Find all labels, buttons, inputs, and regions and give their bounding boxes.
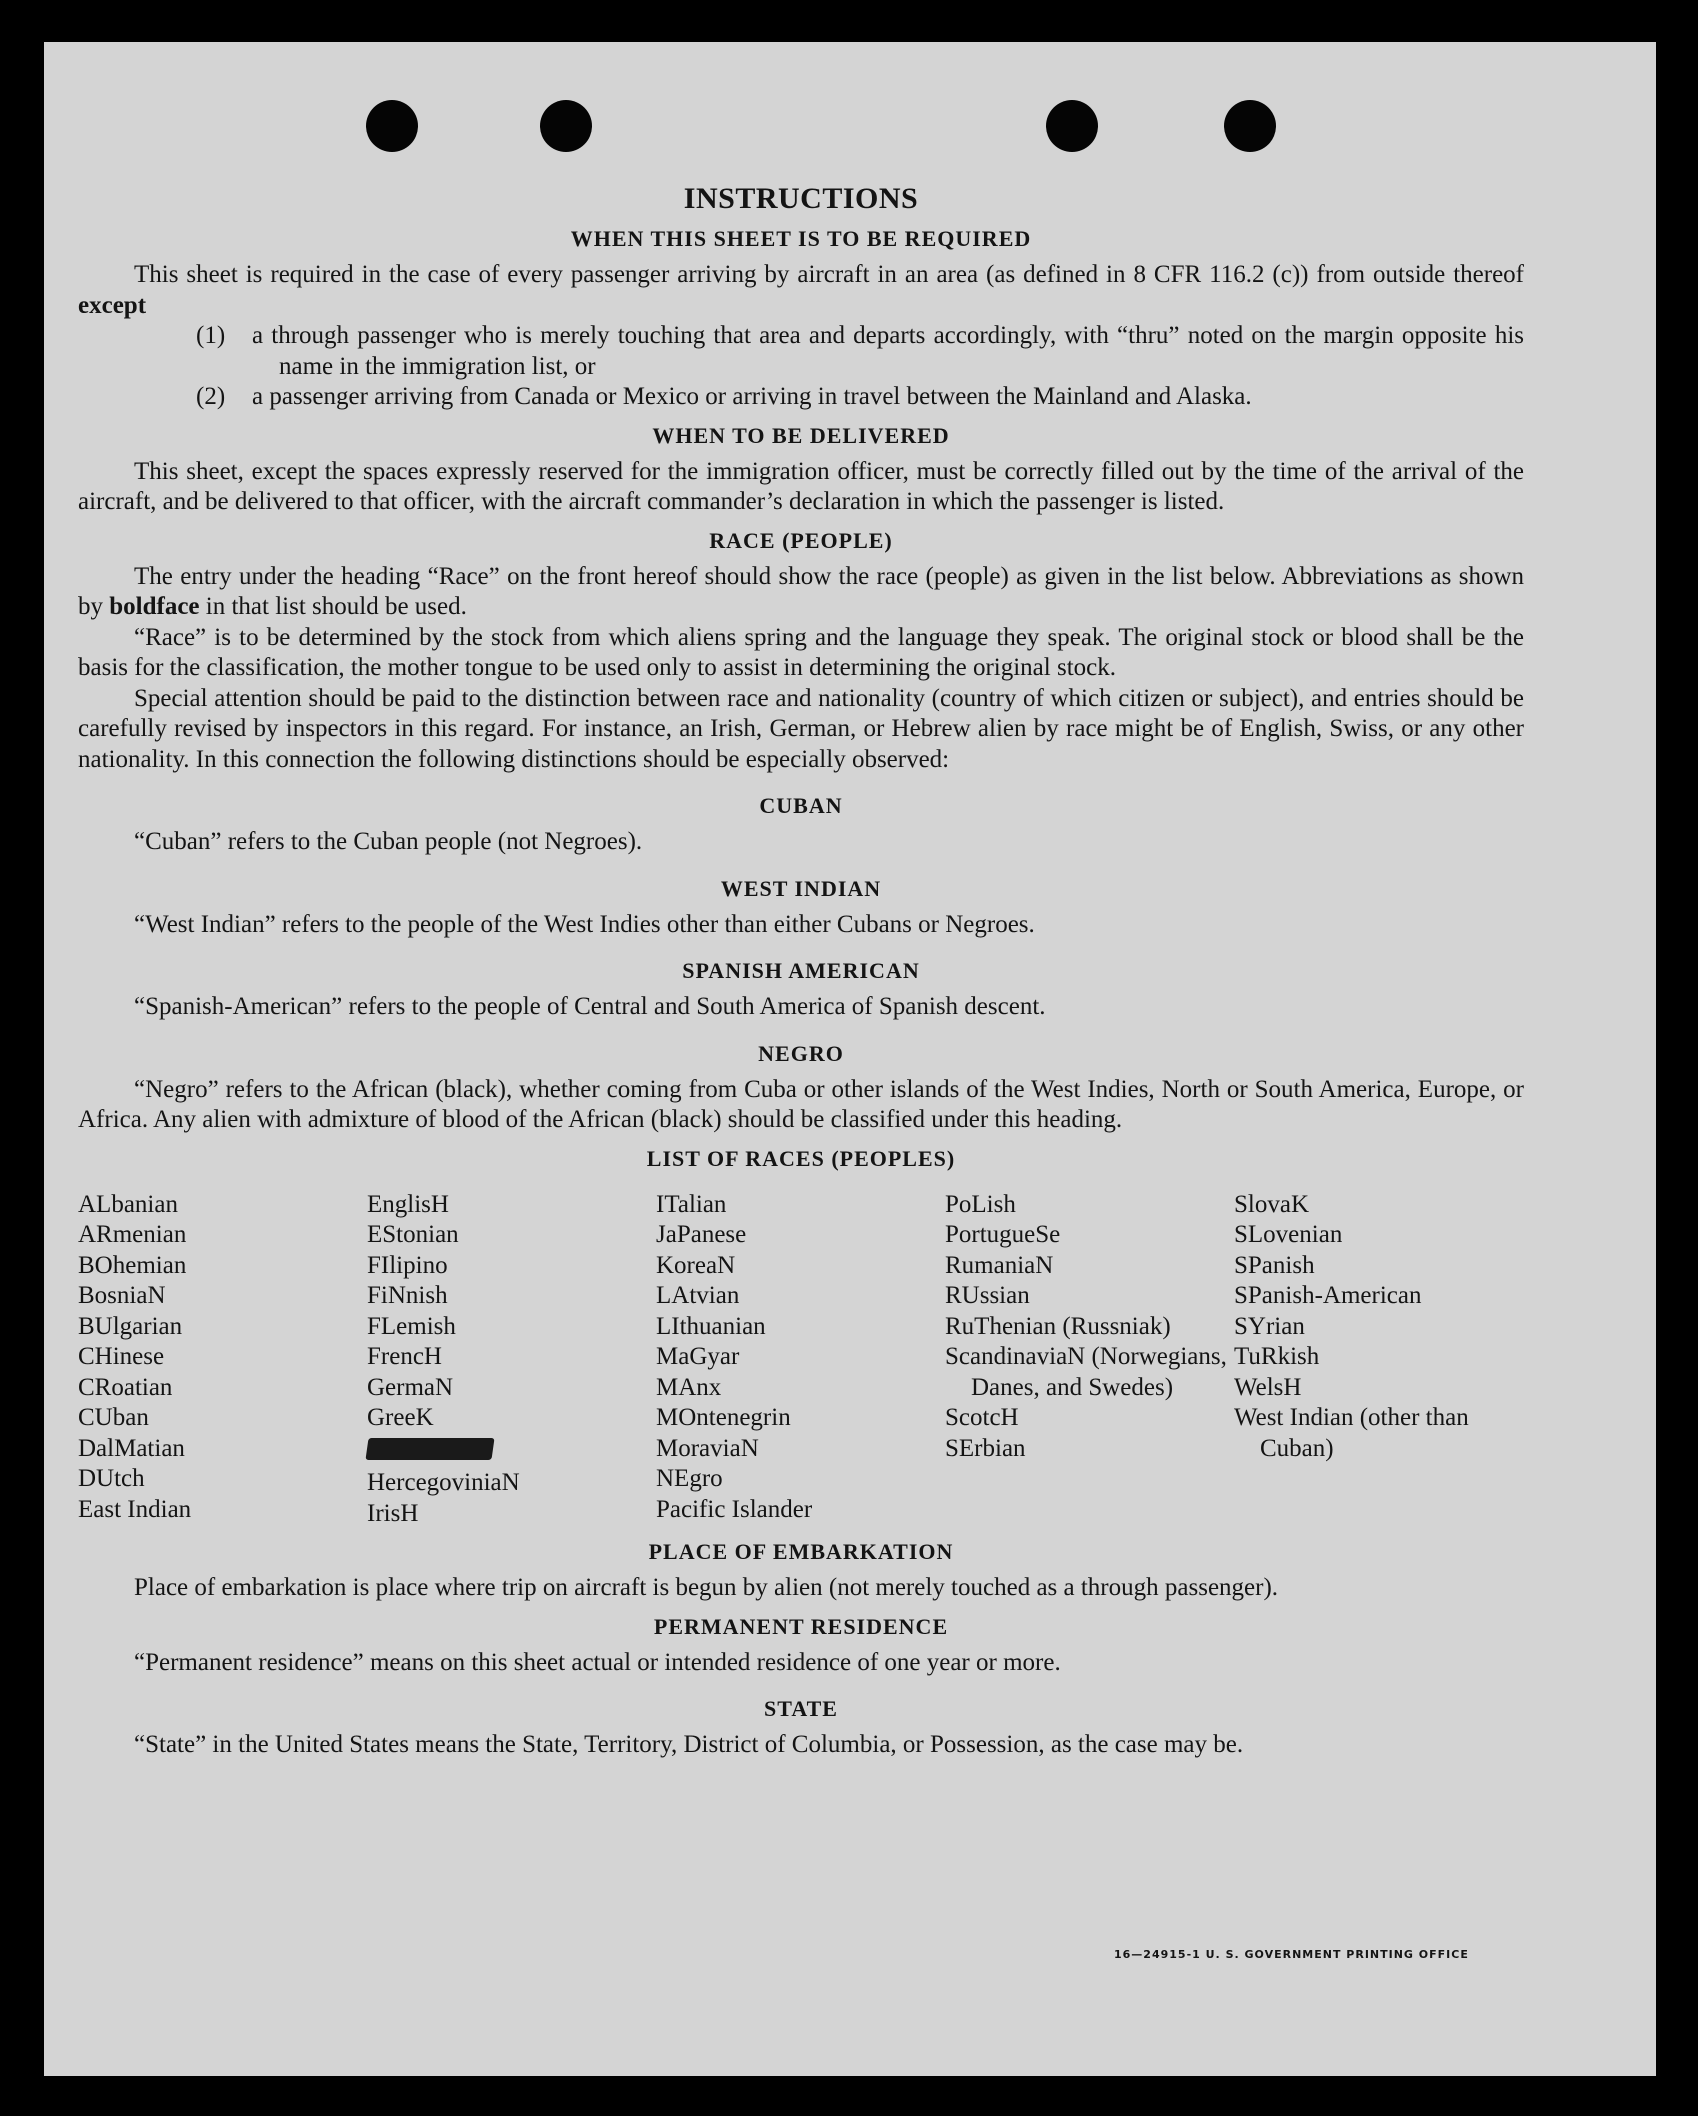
race-column: [1234, 1190, 1523, 1530]
race-column: [945, 1190, 1234, 1530]
race-entry: CHinese: [78, 1343, 165, 1370]
race-entry: EnglisH: [367, 1190, 449, 1218]
when-delivered-text: This sheet, except the spaces expressly reserved for the immigration officer, must be correctly filled out by the time of the arrival of the aircraft, and be delivered to that officer, with the aircraft commander’s declaration in which the passenger is listed.: [78, 457, 1524, 515]
race-column: [656, 1190, 945, 1530]
cuban-heading: CUBAN: [759, 793, 843, 818]
west-indian-heading: WEST INDIAN: [720, 875, 882, 901]
race-entry: MAnx: [656, 1373, 722, 1401]
race-entry: CRoatian: [78, 1373, 173, 1401]
race-entry: DUtch: [78, 1465, 145, 1492]
race-entry: Pacific Islander: [656, 1495, 813, 1523]
race-paragraph-2: “Race” is to be determined by the stock from which aliens spring and the language they speak. The original stock or blood shall be the basis for the classification, the mother tongue to be used only to assist in determining the original stock.: [78, 623, 1524, 681]
state-heading: STATE: [764, 1696, 838, 1721]
punch-hole: [1224, 100, 1276, 152]
race-entry: LAtvian: [656, 1282, 740, 1309]
race-entry: PortugueSe: [945, 1221, 1061, 1248]
instructions-content: [78, 182, 1524, 1761]
page-title: INSTRUCTIONS: [683, 182, 919, 215]
race-entry: NEgro: [656, 1465, 723, 1492]
when-delivered-heading: WHEN TO BE DELIVERED: [652, 422, 950, 448]
race-entry: RuThenian (Russniak): [945, 1312, 1171, 1340]
ink-blot: [365, 1438, 494, 1460]
race-heading: RACE (PEOPLE): [709, 527, 893, 553]
embarkation-text: Place of embarkation is place where trip on aircraft is begun by alien (not merely touched as a through passenger).: [134, 1574, 1279, 1601]
race-entry: BUlgarian: [78, 1312, 183, 1340]
race-entry: KoreaN: [656, 1251, 736, 1279]
race-entry: PoLish: [945, 1190, 1016, 1218]
race-paragraph-3: Special attention should be paid to the distinction between race and nationality (country of which citizen or subject), and entries should be carefully revised by inspectors in this regard. For instance, an Irish, German, or Hebrew alien by race might be of English, Swiss, or any other nationality. In this connection the following distinctions should be especially observed:: [78, 684, 1524, 773]
race-entry: RUssian: [945, 1282, 1030, 1309]
race-entry: SPanish-American: [1234, 1282, 1422, 1309]
race-paragraph-1: The entry under the heading “Race” on the front hereof should show the race (people) as given in the list below. Abbreviations as shown by boldface in that list should be used.: [78, 562, 1524, 620]
race-entry: SlovaK: [1234, 1190, 1309, 1218]
exception-item-1: (1) a through passenger who is merely touching that area and departs accordingly, with “thru” noted on the margin opposite his name in the immigration list, or: [196, 322, 1524, 380]
race-entry: ARmenian: [78, 1221, 187, 1248]
race-entry: FLemish: [367, 1312, 456, 1340]
race-entry: CUban: [78, 1404, 149, 1431]
race-column: [78, 1190, 367, 1530]
race-entry: ScotcH: [945, 1404, 1019, 1431]
spanish-american-heading: SPANISH AMERICAN: [682, 958, 920, 983]
document-sheet: [44, 42, 1656, 2076]
race-entry: FIlipino: [367, 1251, 448, 1279]
race-entry: SErbian: [945, 1434, 1026, 1462]
punch-hole: [540, 100, 592, 152]
race-entry: RumaniaN: [945, 1251, 1054, 1279]
negro-text: “Negro” refers to the African (black), whether coming from Cuba or other islands of the West Indies, North or South America, Europe, or Africa. Any alien with admixture of blood of the African (black) should be classified under this heading.: [78, 1075, 1524, 1133]
punch-hole: [366, 100, 418, 152]
race-entry: FiNnish: [367, 1282, 448, 1309]
redacted-race-entry: [367, 1434, 656, 1469]
race-entry: BOhemian: [78, 1251, 187, 1279]
race-entry: JaPanese: [656, 1221, 747, 1248]
spanish-american-text: “Spanish-American” refers to the people of Central and South America of Spanish descent.: [134, 993, 1046, 1020]
race-list: [78, 1190, 1524, 1530]
race-entry: MOntenegrin: [656, 1404, 791, 1431]
race-entry: TuRkish: [1234, 1343, 1320, 1370]
race-entry: IrisH: [367, 1499, 419, 1527]
race-entry: GreeK: [367, 1404, 434, 1431]
race-entry: FrencH: [367, 1343, 442, 1370]
embarkation-heading: PLACE OF EMBARKATION: [648, 1539, 954, 1564]
race-entry: WelsH: [1234, 1373, 1302, 1401]
negro-heading: NEGRO: [758, 1040, 844, 1066]
race-entry: ITalian: [656, 1190, 727, 1218]
residence-heading: PERMANENT RESIDENCE: [653, 1613, 949, 1639]
race-entry: MoraviaN: [656, 1434, 759, 1462]
list-of-races-heading: LIST OF RACES (PEOPLES): [646, 1145, 956, 1171]
race-entry: HercegoviniaN: [367, 1469, 520, 1496]
residence-text: “Permanent residence” means on this sheet actual or intended residence of one year or more.: [134, 1648, 1061, 1676]
race-entry: LIthuanian: [656, 1312, 766, 1340]
race-entry: ALbanian: [78, 1190, 178, 1218]
west-indian-text: “West Indian” refers to the people of the West Indies other than either Cubans or Negroes.: [134, 910, 1035, 938]
state-text: “State” in the United States means the State, Territory, District of Columbia, or Possession, as the case may be.: [134, 1731, 1244, 1758]
race-entry: West Indian (other than Cuban): [1234, 1404, 1469, 1462]
race-entry: MaGyar: [656, 1343, 740, 1370]
race-entry: EStonian: [367, 1221, 459, 1248]
cuban-text: “Cuban” refers to the Cuban people (not Negroes).: [134, 828, 643, 855]
punch-hole: [1046, 100, 1098, 152]
race-column: [367, 1190, 656, 1530]
exception-item-2: (2) a passenger arriving from Canada or Mexico or arriving in travel between the Mainland and Alaska.: [196, 383, 1252, 410]
race-entry: GermaN: [367, 1373, 454, 1401]
printing-office-code: 16—24915-1 U. S. GOVERNMENT PRINTING OFFICE: [1114, 1948, 1469, 1961]
race-entry: East Indian: [78, 1495, 192, 1523]
race-entry: BosniaN: [78, 1282, 166, 1309]
race-entry: DalMatian: [78, 1434, 185, 1462]
race-entry: SLovenian: [1234, 1221, 1343, 1248]
when-required-intro: This sheet is required in the case of every passenger arriving by aircraft in an area (as defined in 8 CFR 116.2 (c)) from outside thereof except: [78, 261, 1524, 319]
race-entry: ScandinaviaN (Norwegians, Danes, and Swedes): [945, 1343, 1227, 1401]
when-required-heading: WHEN THIS SHEET IS TO BE REQUIRED: [570, 226, 1032, 251]
race-entry: SYrian: [1234, 1312, 1305, 1340]
race-entry: SPanish: [1234, 1251, 1315, 1279]
